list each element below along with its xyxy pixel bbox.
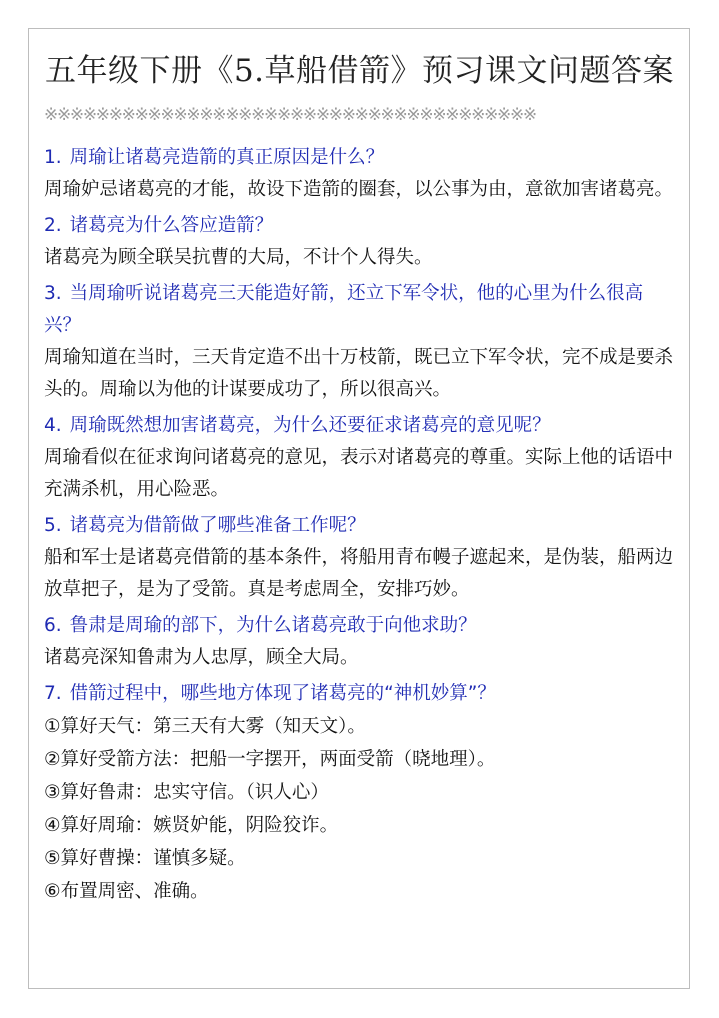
list-item-text: ②算好受箭方法：把船一字摆开，两面受箭（晓地理）。 (44, 749, 496, 770)
answer-4 (44, 442, 674, 506)
answer-text: 周瑜看似在征求询问诸葛亮的意见，表示对诸葛亮的尊重。实际上他的话语中充满杀机，用心险恶。 (44, 447, 674, 500)
list-item (44, 743, 674, 776)
question-text: 周瑜既然想加害诸葛亮，为什么还要征求诸葛亮的意见呢？ (69, 415, 551, 436)
question-6 (44, 610, 674, 642)
qa-item-2 (44, 210, 674, 274)
answer-6 (44, 642, 674, 674)
list-item-text: ⑤算好曹操：谨慎多疑。 (44, 848, 246, 869)
question-number: 3. (44, 283, 62, 304)
qa-item-3 (44, 278, 674, 406)
list-item (44, 842, 674, 875)
list-item (44, 875, 674, 908)
question-number: 1. (44, 147, 62, 168)
question-number: 6. (44, 615, 62, 636)
list-item (44, 710, 674, 743)
answer-3 (44, 342, 674, 406)
question-number: 7. (44, 683, 62, 704)
question-text: 鲁肃是周瑜的部下，为什么诸葛亮敢于向他求助？ (69, 615, 477, 636)
qa-item-4 (44, 410, 674, 506)
question-text: 周瑜让诸葛亮造箭的真正原因是什么？ (69, 147, 385, 168)
question-text: 诸葛亮为借箭做了哪些准备工作呢？ (69, 515, 366, 536)
qa-content (44, 142, 674, 912)
question-text: 借箭过程中，哪些地方体现了诸葛亮的“神机妙算”？ (69, 683, 496, 704)
qa-item-1 (44, 142, 674, 206)
question-number: 4. (44, 415, 62, 436)
list-item (44, 776, 674, 809)
question-1 (44, 142, 674, 174)
answer-text: 诸葛亮深知鲁肃为人忠厚，顾全大局。 (44, 647, 359, 668)
question-text: 当周瑜听说诸葛亮三天能造好箭，还立下军令状，他的心里为什么很高兴？ (44, 283, 644, 336)
list-item-text: ④算好周瑜：嫉贤妒能，阴险狡诈。 (44, 815, 339, 836)
list-item-text: ⑥布置周密、准确。 (44, 881, 209, 902)
answer-text: 诸葛亮为顾全联吴抗曹的大局，不计个人得失。 (44, 247, 433, 268)
question-4 (44, 410, 674, 442)
question-2 (44, 210, 674, 242)
question-5 (44, 510, 674, 542)
question-3 (44, 278, 674, 342)
question-7 (44, 678, 674, 710)
list-item-text: ①算好天气：第三天有大雾（知天文）。 (44, 716, 366, 737)
qa-item-5 (44, 510, 674, 606)
decorative-divider: ※※※※※※※※※※※※※※※※※※※※※※※※※※※※※※※※※※※※※※ (44, 105, 536, 125)
answer-text: 周瑜知道在当时，三天肯定造不出十万枝箭，既已立下军令状，完不成是要杀头的。周瑜以为他的计谋要成功了，所以很高兴。 (44, 347, 674, 400)
question-number: 2. (44, 215, 62, 236)
answer-2 (44, 242, 674, 274)
question-number: 5. (44, 515, 62, 536)
question-text: 诸葛亮为什么答应造箭？ (69, 215, 274, 236)
answer-text: 周瑜妒忌诸葛亮的才能，故设下造箭的圈套，以公事为由，意欲加害诸葛亮。 (44, 179, 674, 200)
list-item-text: ③算好鲁肃：忠实守信。（识人心） (44, 782, 329, 803)
answer-1 (44, 174, 674, 206)
list-item (44, 809, 674, 842)
qa-item-7 (44, 678, 674, 908)
answer-5 (44, 542, 674, 606)
page-title: 五年级下册《5.草船借箭》预习课文问题答案 (44, 53, 675, 89)
answer-text: 船和军士是诸葛亮借箭的基本条件，将船用青布幔子遮起来，是伪装，船两边放草把子，是为了受箭。真是考虑周全，安排巧妙。 (44, 547, 674, 600)
qa-item-6 (44, 610, 674, 674)
